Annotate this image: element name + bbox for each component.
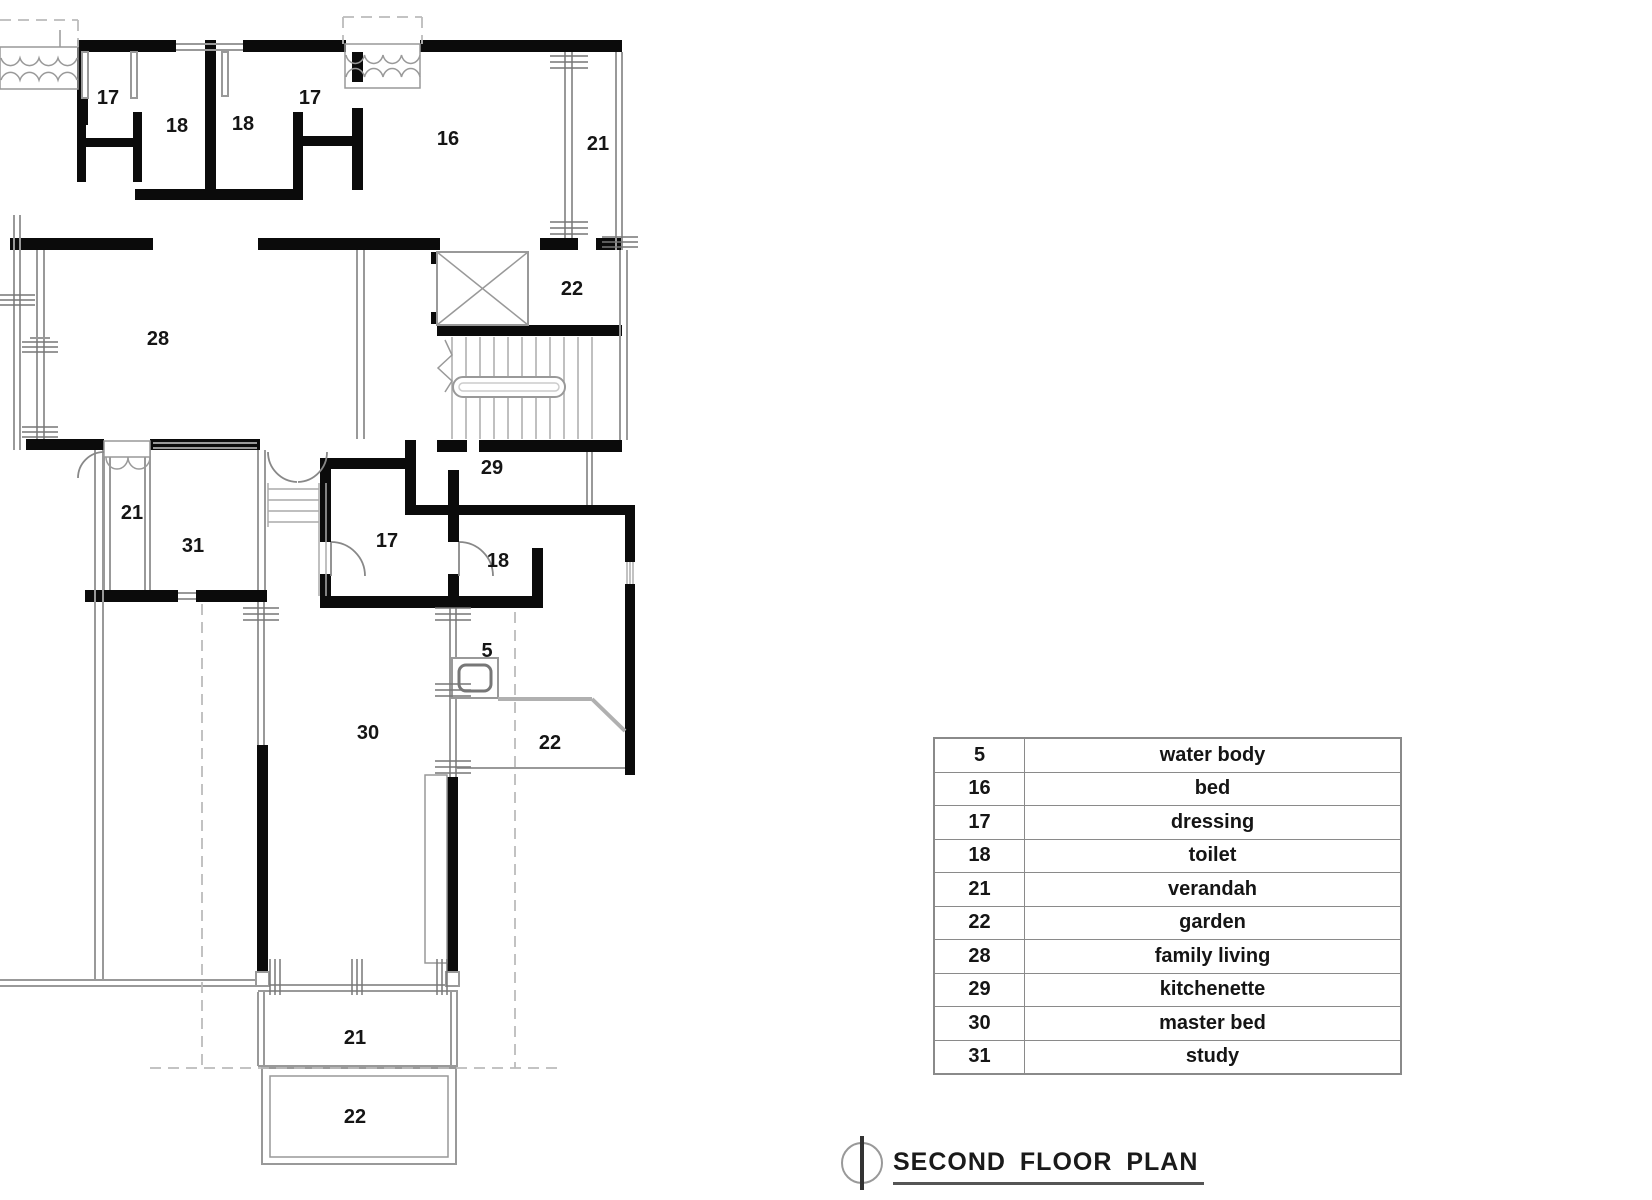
room-label-verandah: 21	[586, 133, 610, 155]
legend-name: dressing	[1025, 806, 1402, 840]
legend-code: 5	[934, 738, 1025, 772]
room-label-dressing: 17	[298, 87, 322, 109]
legend-row	[934, 873, 1401, 907]
room-label-toilet: 18	[231, 113, 255, 135]
legend-code: 21	[934, 873, 1025, 907]
legend-code: 17	[934, 806, 1025, 840]
legend-name: garden	[1025, 906, 1402, 940]
legend-row	[934, 940, 1401, 974]
legend-code: 31	[934, 1040, 1025, 1074]
legend-code: 28	[934, 940, 1025, 974]
legend-row	[934, 1040, 1401, 1074]
room-label-toilet: 18	[165, 115, 189, 137]
room-label-water-body: 5	[481, 640, 493, 662]
room-label-garden: 22	[538, 732, 562, 754]
room-label-dressing: 17	[96, 87, 120, 109]
legend-code: 18	[934, 839, 1025, 873]
room-label-garden: 22	[560, 278, 584, 300]
legend-name: study	[1025, 1040, 1402, 1074]
legend-row	[934, 839, 1401, 873]
legend-row	[934, 973, 1401, 1007]
stairs	[268, 337, 592, 596]
room-label-study: 31	[181, 535, 205, 557]
legend-row	[934, 806, 1401, 840]
room-label-verandah: 21	[120, 502, 144, 524]
legend-row	[934, 772, 1401, 806]
room-label-garden: 22	[343, 1106, 367, 1128]
room-label-bed: 16	[436, 128, 460, 150]
room-label-master-bed: 30	[356, 722, 380, 744]
legend-name: master bed	[1025, 1007, 1402, 1041]
room-label-family-living: 28	[146, 328, 170, 350]
title-block	[893, 1148, 1204, 1185]
legend-code: 30	[934, 1007, 1025, 1041]
legend-name: toilet	[1025, 839, 1402, 873]
north-indicator-line	[860, 1136, 864, 1190]
legend-name: kitchenette	[1025, 973, 1402, 1007]
room-label-toilet: 18	[486, 550, 510, 572]
room-label-dressing: 17	[375, 530, 399, 552]
legend-code: 22	[934, 906, 1025, 940]
legend-row	[934, 906, 1401, 940]
room-label-kitchenette: 29	[480, 457, 504, 479]
legend-name: water body	[1025, 738, 1402, 772]
room-label-verandah: 21	[343, 1027, 367, 1049]
legend-code: 29	[934, 973, 1025, 1007]
drawing-title: SECOND FLOOR PLAN	[893, 1148, 1204, 1185]
legend-row	[934, 738, 1401, 772]
legend-row	[934, 1007, 1401, 1041]
legend-name: bed	[1025, 772, 1402, 806]
legend-code: 16	[934, 772, 1025, 806]
legend-table	[933, 737, 1402, 1075]
legend-name: verandah	[1025, 873, 1402, 907]
legend-name: family living	[1025, 940, 1402, 974]
